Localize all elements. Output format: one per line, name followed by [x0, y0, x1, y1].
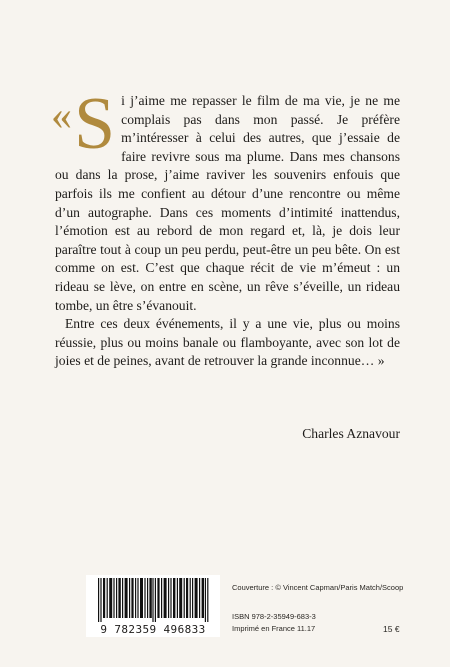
- isbn: ISBN 978-2-35949-683-3: [232, 612, 316, 621]
- quote-text-2: Entre ces deux événements, il y a une vie, plus ou moins réussie, plus ou moins banale ou flamboyante, avec son lot de joies et de peines, avant de retrouver la grande inconnue… »: [55, 316, 400, 369]
- barcode: [86, 575, 220, 637]
- quote-text-1: i j’aime me repasser le film de ma vie, je ne me complais pas dans mon passé. Je préfère m’intéresser à celui des autres, que j’essaie de faire revivre sous ma plume. Dans mes chansons ou dans la prose, j’aime raviver les souvenirs enfouis que parfois ils me confient au détour d’une rencontre ou même d’un autographe. Dans ces moments d’intimité inattendus, l’émotion est au rebord de mon regard et, là, je dois leur paraître tout à coup un peu perdu, peut-être un peu bête. On est comme on est. C’est que chaque récit de vie m’émeut : un rideau se lève, on entre en scène, un rêve s’éveille, un rideau tombe, un être s’évanouit.: [55, 93, 400, 313]
- quote-block: [51, 83, 400, 371]
- author-name: Charles Aznavour: [302, 426, 400, 441]
- quote-paragraph-1: [51, 83, 400, 315]
- print-info: Imprimé en France 11.17: [232, 624, 316, 633]
- opening-guillemet: «: [51, 93, 72, 139]
- price: 15 €: [383, 624, 400, 634]
- drop-cap: S: [74, 83, 116, 165]
- barcode-digits: 9 782359 496833: [100, 623, 206, 636]
- quote-paragraph-2: [55, 315, 400, 371]
- cover-credit: Couverture : © Vincent Capman/Paris Match/Scoop: [232, 583, 404, 592]
- barcode-bars-icon: [90, 578, 216, 622]
